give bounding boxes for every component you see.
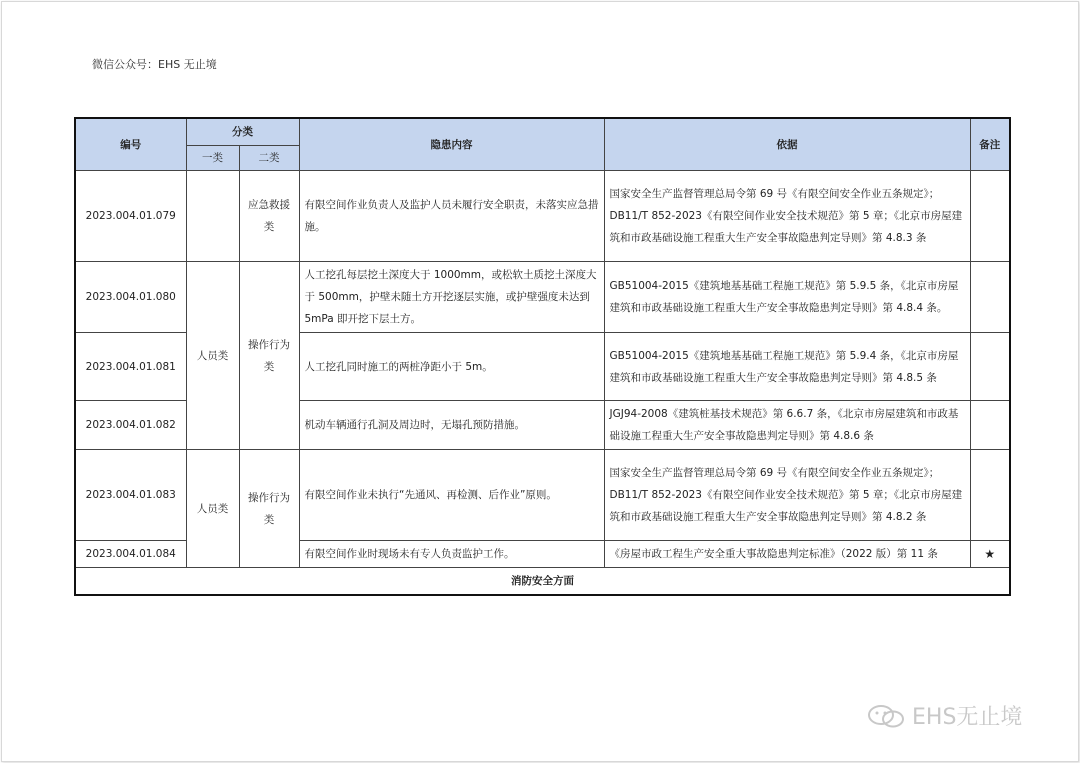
- row-cat2: 应急救援类: [239, 171, 299, 262]
- row-remark: [970, 450, 1010, 541]
- row-basis: GB51004-2015《建筑地基基础工程施工规范》第 5.9.4 条，《北京市房屋建筑和市政基础设施工程重大生产安全事故隐患判定导则》第 4.8.5 条: [604, 333, 970, 401]
- row-content: 机动车辆通行孔洞及周边时，无塌孔预防措施。: [299, 401, 604, 450]
- header-remark: 备注: [970, 118, 1010, 171]
- header-content: 隐患内容: [299, 118, 604, 171]
- header-basis: 依据: [604, 118, 970, 171]
- row-content: 有限空间作业时现场未有专人负责监护工作。: [299, 541, 604, 568]
- row-code: 2023.004.01.080: [75, 262, 186, 333]
- header-code: 编号: [75, 118, 186, 171]
- row-content: 人工挖孔同时施工的两桩净距小于 5m。: [299, 333, 604, 401]
- section-row: [75, 568, 1010, 596]
- row-remark: [970, 401, 1010, 450]
- row-cat2: 操作行为类: [239, 450, 299, 568]
- watermark: [866, 700, 1022, 731]
- header-category: 分类: [186, 118, 299, 146]
- row-cat2: 操作行为类: [239, 262, 299, 450]
- row-basis: GB51004-2015《建筑地基基础工程施工规范》第 5.9.5 条，《北京市房屋建筑和市政基础设施工程重大生产安全事故隐患判定导则》第 4.8.4 条。: [604, 262, 970, 333]
- row-basis: 国家安全生产监督管理总局令第 69 号《有限空间安全作业五条规定》；DB11/T 852-2023《有限空间作业安全技术规范》第 5 章；《北京市房屋建筑和市政基础设施工程重大生产安全事故隐患判定导则》第 4.8.3 条: [604, 171, 970, 262]
- watermark-text: EHS无止境: [912, 705, 1023, 730]
- row-code: 2023.004.01.084: [75, 541, 186, 568]
- row-basis: 《房屋市政工程生产安全重大事故隐患判定标准》（2022 版）第 11 条: [604, 541, 970, 568]
- wechat-icon: [866, 703, 906, 729]
- section-title: 消防安全方面: [75, 568, 1010, 596]
- table-row: [75, 450, 1010, 541]
- row-code: 2023.004.01.081: [75, 333, 186, 401]
- row-remark: [970, 333, 1010, 401]
- row-cat1: 人员类: [186, 262, 239, 450]
- hazard-table: [74, 117, 1011, 596]
- header-note: 微信公众号：EHS 无止境: [92, 58, 217, 71]
- row-code: 2023.004.01.083: [75, 450, 186, 541]
- row-remark: [970, 262, 1010, 333]
- row-cat1: [186, 171, 239, 262]
- row-content: 有限空间作业负责人及监护人员未履行安全职责，未落实应急措施。: [299, 171, 604, 262]
- row-remark: [970, 171, 1010, 262]
- row-basis: JGJ94-2008《建筑桩基技术规范》第 6.6.7 条，《北京市房屋建筑和市政基础设施工程重大生产安全事故隐患判定导则》第 4.8.6 条: [604, 401, 970, 450]
- row-basis: 国家安全生产监督管理总局令第 69 号《有限空间安全作业五条规定》；DB11/T 852-2023《有限空间作业安全技术规范》第 5 章；《北京市房屋建筑和市政基础设施工程重大生产安全事故隐患判定导则》第 4.8.2 条: [604, 450, 970, 541]
- table-row: [75, 262, 1010, 333]
- header-cat2: 二类: [239, 146, 299, 171]
- row-remark: ★: [970, 541, 1010, 568]
- header-cat1: 一类: [186, 146, 239, 171]
- row-content: 人工挖孔每层挖土深度大于 1000mm，或松软土质挖土深度大于 500mm，护壁未随土方开挖逐层实施，或护壁强度未达到 5mPa 即开挖下层土方。: [299, 262, 604, 333]
- row-cat1: 人员类: [186, 450, 239, 568]
- table-row: [75, 171, 1010, 262]
- row-code: 2023.004.01.079: [75, 171, 186, 262]
- row-code: 2023.004.01.082: [75, 401, 186, 450]
- row-content: 有限空间作业未执行“先通风、再检测、后作业”原则。: [299, 450, 604, 541]
